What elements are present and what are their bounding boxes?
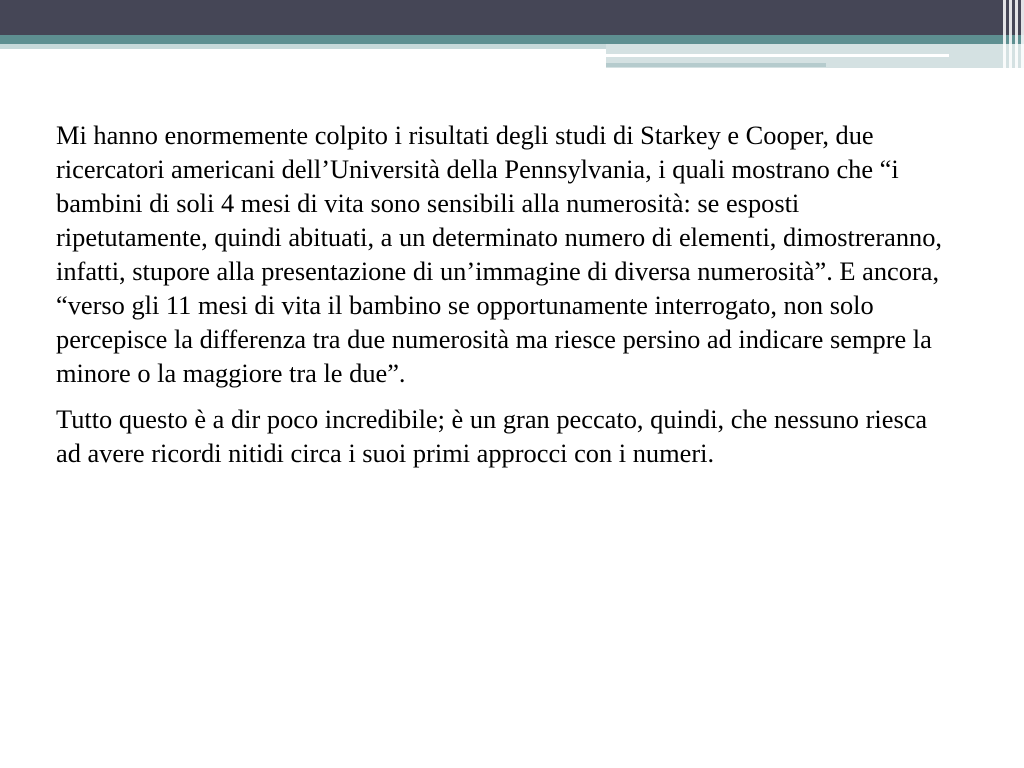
header-decor-line <box>606 54 949 57</box>
header-decor-line <box>606 63 826 67</box>
header-light-strip <box>0 44 606 49</box>
paragraph: Tutto questo è a dir poco incredibile; è un gran peccato, quindi, che nessuno riesca ad avere ricordi nitidi circa i suoi primi approcci con i numeri. <box>56 404 928 468</box>
header-teal-band <box>0 35 1024 44</box>
slide-body <box>56 118 956 482</box>
paragraph: Mi hanno enormemente colpito i risultati degli studi di Starkey e Cooper, due ricercatori americani dell’Università della Pennsylvania, i quali mostrano che “i bambini di soli 4 mesi di vita sono sensibili alla numerosità: se esposti ripetutamente, quindi abituati, a un determinato numero di elementi, dimostreranno, infatti, stupore alla presentazione di un’immagine di diversa numerosità”. E ancora, “verso gli 11 mesi di vita il bambino se opportunamente interrogato, non solo percepisce la differenza tra due numerosità ma riesce persino ad indicare sempre la minore o la maggiore tra le due”. <box>56 120 943 388</box>
header-vertical-stripes <box>994 0 1024 70</box>
header-dark-band <box>0 0 1024 35</box>
